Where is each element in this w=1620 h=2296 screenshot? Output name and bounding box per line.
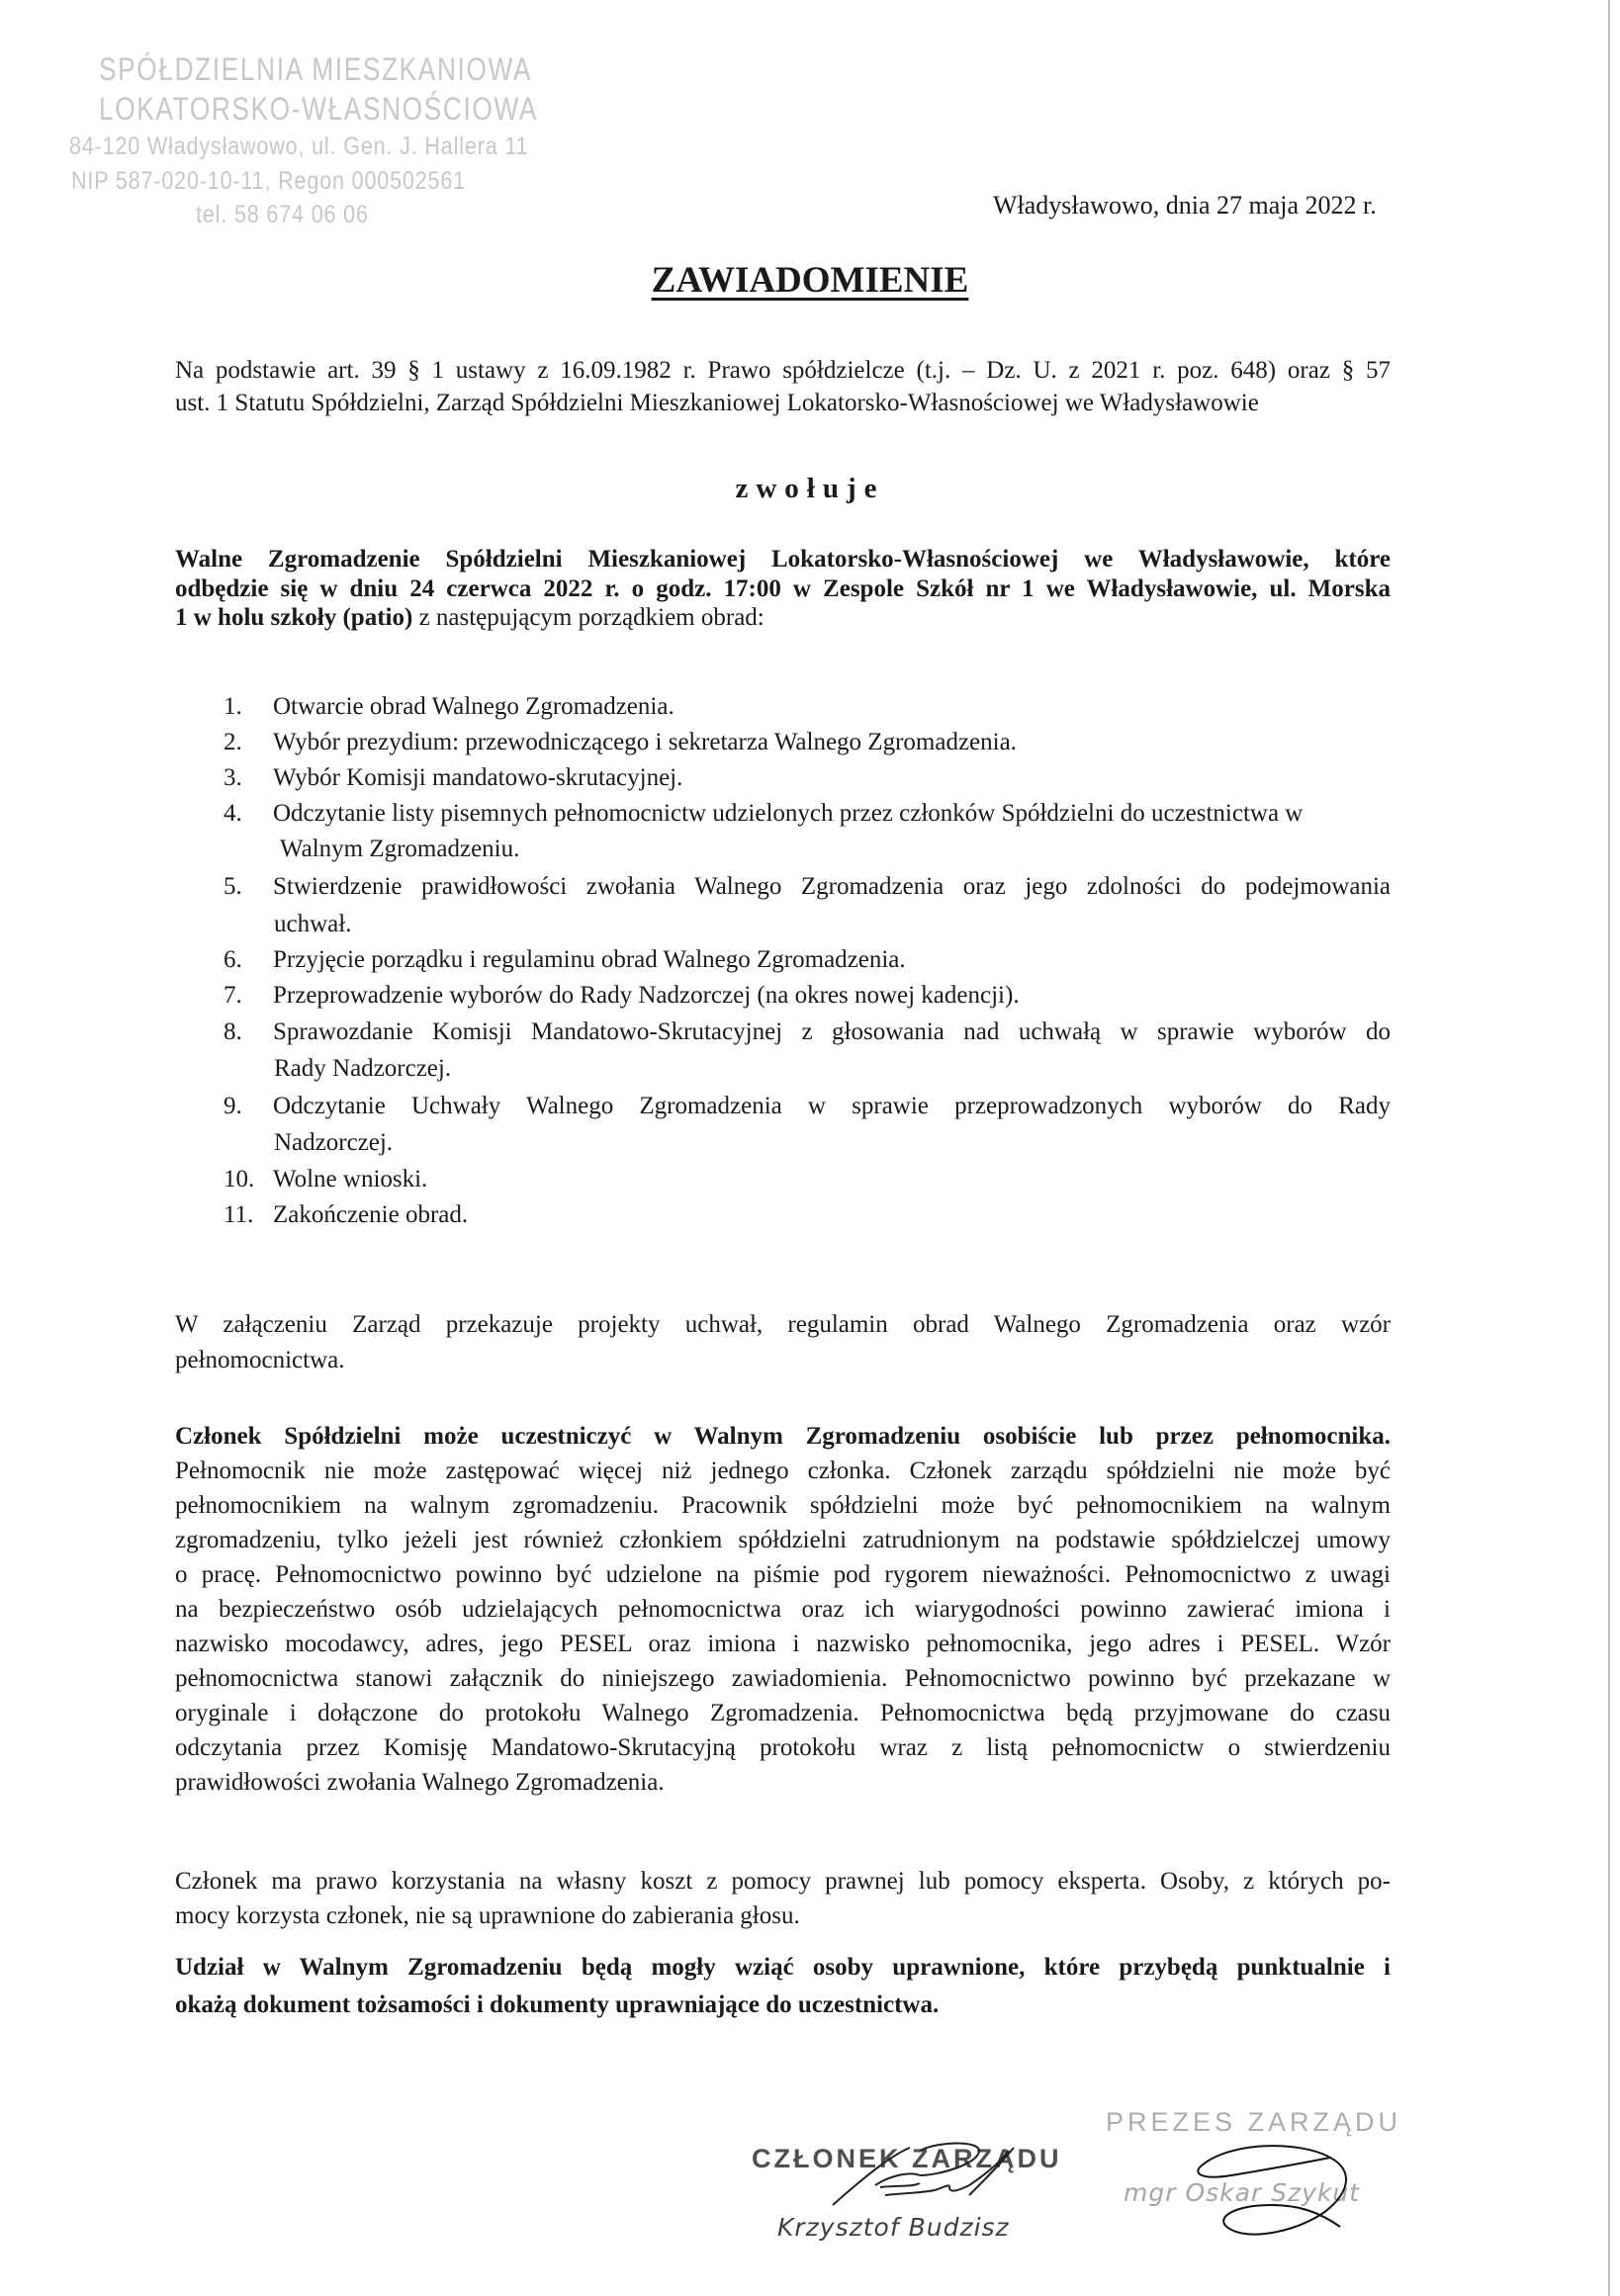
stamp-line: 84-120 Władysławowo, ul. Gen. J. Hallera 11 — [69, 132, 529, 160]
attachments-line: W załączeniu Zarząd przekazuje projekty uchwał, regulamin obrad Walnego Zgromadzenia oraz wzór — [175, 1311, 1391, 1338]
agenda-text-continued: uchwał. — [274, 911, 352, 937]
agenda-text: Stwierdzenie prawidłowości zwołania Walnego Zgromadzenia oraz jego zdolności do podejmowania — [273, 873, 1391, 900]
agenda-text: Otwarcie obrad Walnego Zgromadzenia. — [273, 693, 675, 720]
agenda-text-continued: Rady Nadzorczej. — [274, 1055, 452, 1082]
stamp-line: LOKATORSKO-WŁASNOŚCIOWA — [99, 91, 539, 127]
announcement-location: 1 w holu szkoły (patio) — [175, 604, 413, 631]
participation-line: Udział w Walnym Zgromadzeniu będą mogły wziąć osoby uprawnione, które przybędą punktualnie i — [175, 1954, 1391, 1981]
agenda-text: Przyjęcie porządku i regulaminu obrad Walnego Zgromadzenia. — [273, 946, 906, 973]
title-text: ZAWIADOMIENIE — [651, 260, 969, 301]
intro-line: ust. 1 Statutu Spółdzielni, Zarząd Spółdzielni Mieszkaniowej Lokatorsko-Własnościowej we Władysławowie — [175, 390, 1259, 416]
stamp-line: SPÓŁDZIELNIA MIESZKANIOWA — [99, 51, 533, 87]
intro-line: Na podstawie art. 39 § 1 ustawy z 16.09.1982 r. Prawo spółdzielcze (t.j. – Dz. U. z 2021 r. poz. 648) oraz § 57 — [175, 357, 1391, 384]
agenda-text: Wolne wnioski. — [273, 1166, 428, 1192]
proxy-line: prawidłowości zwołania Walnego Zgromadzenia. — [175, 1769, 665, 1796]
agenda-text: Wybór prezydium: przewodniczącego i sekretarza Walnego Zgromadzenia. — [273, 729, 1017, 755]
stamp-line: tel. 58 674 06 06 — [196, 201, 369, 228]
agenda-text: Odczytanie Uchwały Walnego Zgromadzenia w sprawie przeprowadzonych wyborów do Rady — [273, 1093, 1391, 1119]
chairman-stamp: PREZES ZARZĄDU — [1106, 2107, 1402, 2137]
agenda-text: Odczytanie listy pisemnych pełnomocnictw udzielonych przez członków Spółdzielni do uczestnictwa w — [273, 800, 1304, 827]
proxy-line: pełnomocnictwa stanowi załącznik do niniejszego zawiadomienia. Pełnomocnictwo powinno być przekazane w — [175, 1665, 1391, 1692]
convene-heading: zwołuje — [735, 473, 885, 504]
agenda-text-continued: Nadzorczej. — [274, 1129, 394, 1156]
attachments-line: pełnomocnictwa. — [175, 1347, 345, 1373]
proxy-line: pełnomocnikiem na walnym zgromadzeniu. Pracownik spółdzielni może być pełnomocnikiem na walnym — [175, 1492, 1391, 1519]
announcement-line — [175, 604, 1391, 632]
proxy-bold-line: Członek Spółdzielni może uczestniczyć w Walnym Zgromadzeniu osobiście lub przez pełnomocnika. — [175, 1423, 1391, 1450]
agenda-number: 10. — [224, 1166, 255, 1192]
agenda-number: 8. — [224, 1018, 242, 1045]
agenda-number: 6. — [224, 946, 242, 973]
announcement-line: Walne Zgromadzenie Spółdzielni Mieszkaniowej Lokatorsko-Własnościowej we Władysławowie, które — [175, 546, 1391, 573]
agenda-number: 1. — [224, 693, 242, 720]
proxy-line: Pełnomocnik nie może zastępować więcej niż jednego członka. Członek zarządu spółdzielni nie może być — [175, 1457, 1391, 1484]
stamp-line: NIP 587-020-10-11, Regon 000502561 — [71, 167, 467, 195]
agenda-text: Przeprowadzenie wyborów do Rady Nadzorczej (na okres nowej kadencji). — [273, 982, 1020, 1009]
agenda-text: Zakończenie obrad. — [273, 1201, 469, 1228]
scan-edge-line — [1608, 0, 1610, 2296]
legal-help-line: Członek ma prawo korzystania na własny koszt z pomocy prawnej lub pomocy eksperta. Osoby, z których po- — [175, 1868, 1391, 1895]
participation-line: okażą dokument tożsamości i dokumenty uprawniające do uczestnictwa. — [175, 1991, 940, 2018]
document-title — [0, 259, 1620, 302]
board-member-stamp: CZŁONEK ZARZĄDU — [752, 2144, 1062, 2173]
proxy-line: zgromadzeniu, tylko jeżeli jest również członkiem spółdzielni zatrudnionym na podstawie spółdzielczej umowy — [175, 1527, 1391, 1553]
place-date: Władysławowo, dnia 27 maja 2022 r. — [993, 191, 1377, 220]
proxy-line: oryginale i dołączone do protokołu Walnego Zgromadzenia. Pełnomocnictwa będą przyjmowane do czasu — [175, 1700, 1391, 1726]
agenda-number: 5. — [224, 873, 242, 900]
board-member-signature — [821, 2136, 1078, 2215]
agenda-text: Sprawozdanie Komisji Mandatowo-Skrutacyjnej z głosowania nad uchwałą w sprawie wyborów do — [273, 1018, 1391, 1045]
announcement-line: odbędzie się w dniu 24 czerwca 2022 r. o godz. 17:00 w Zespole Szkół nr 1 we Władysławowie, ul. Morska — [175, 575, 1391, 602]
proxy-line: nazwisko mocodawcy, adres, jego PESEL oraz imiona i nazwisko pełnomocnika, jego adres i PESEL. Wzór — [175, 1631, 1391, 1657]
proxy-line: na bezpieczeństwo osób udzielających pełnomocnictwa oraz ich wiarygodności powinno zawierać imiona i — [175, 1596, 1391, 1623]
agenda-number: 11. — [224, 1201, 254, 1228]
proxy-line: o pracę. Pełnomocnictwo powinno być udzielone na piśmie pod rygorem nieważności. Pełnomocnictwo z uwagi — [175, 1561, 1391, 1588]
chairman-signature — [1172, 2136, 1370, 2245]
agenda-text-continued: Walnym Zgromadzeniu. — [280, 836, 520, 862]
agenda-number: 2. — [224, 729, 242, 755]
agenda-number: 3. — [224, 764, 242, 791]
announcement-agenda-intro: z następującym porządkiem obrad: — [412, 604, 765, 631]
legal-help-line: mocy korzysta członek, nie są uprawnione do zabierania głosu. — [175, 1902, 800, 1929]
agenda-number: 9. — [224, 1093, 242, 1119]
board-member-name: Krzysztof Budzisz — [777, 2213, 1010, 2242]
agenda-text: Wybór Komisji mandatowo-skrutacyjnej. — [273, 764, 683, 791]
chairman-name: mgr Oskar Szykut — [1124, 2178, 1361, 2207]
proxy-line: odczytania przez Komisję Mandatowo-Skrutacyjną protokołu wraz z listą pełnomocnictw o stwierdzeniu — [175, 1734, 1391, 1761]
agenda-number: 4. — [224, 800, 242, 827]
agenda-number: 7. — [224, 982, 242, 1009]
